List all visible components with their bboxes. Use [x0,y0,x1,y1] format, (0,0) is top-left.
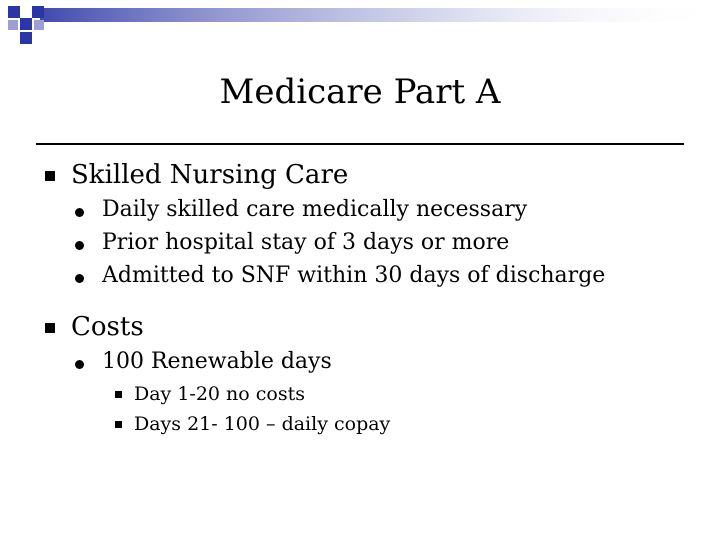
bullet-skilled-nursing-care [45,158,348,192]
slide-title: Medicare Part A [219,72,501,112]
bullet-costs [45,310,144,344]
bullet-text: Day 1-20 no costs [134,383,305,405]
dot-bullet-icon [75,241,84,250]
bullet-text: Days 21- 100 – daily copay [134,413,391,435]
square-bullet-icon [45,171,55,181]
dot-bullet-icon [75,274,84,283]
bullet-text: Admitted to SNF within 30 days of discharge [102,263,606,288]
bullet-text: Costs [71,312,144,342]
sub-bullet-renewable-days [75,346,332,378]
sub-sub-bullet-days-21-100 [115,410,390,438]
square-bullet-icon [115,391,122,398]
sub-bullet-admitted-snf [75,260,605,292]
sub-bullet-prior-hospital-stay [75,227,509,259]
bullet-text: Daily skilled care medically necessary [102,197,528,222]
header-decoration [0,0,720,50]
bullet-text: 100 Renewable days [102,349,332,374]
bullet-text: Skilled Nursing Care [71,160,349,190]
square-bullet-icon [115,421,122,428]
sub-sub-bullet-day-1-20 [115,380,305,408]
sub-bullet-daily-care [75,194,527,226]
square-bullet-icon [45,323,55,333]
dot-bullet-icon [75,360,84,369]
title-divider [36,143,684,145]
bullet-text: Prior hospital stay of 3 days or more [102,230,510,255]
dot-bullet-icon [75,208,84,217]
